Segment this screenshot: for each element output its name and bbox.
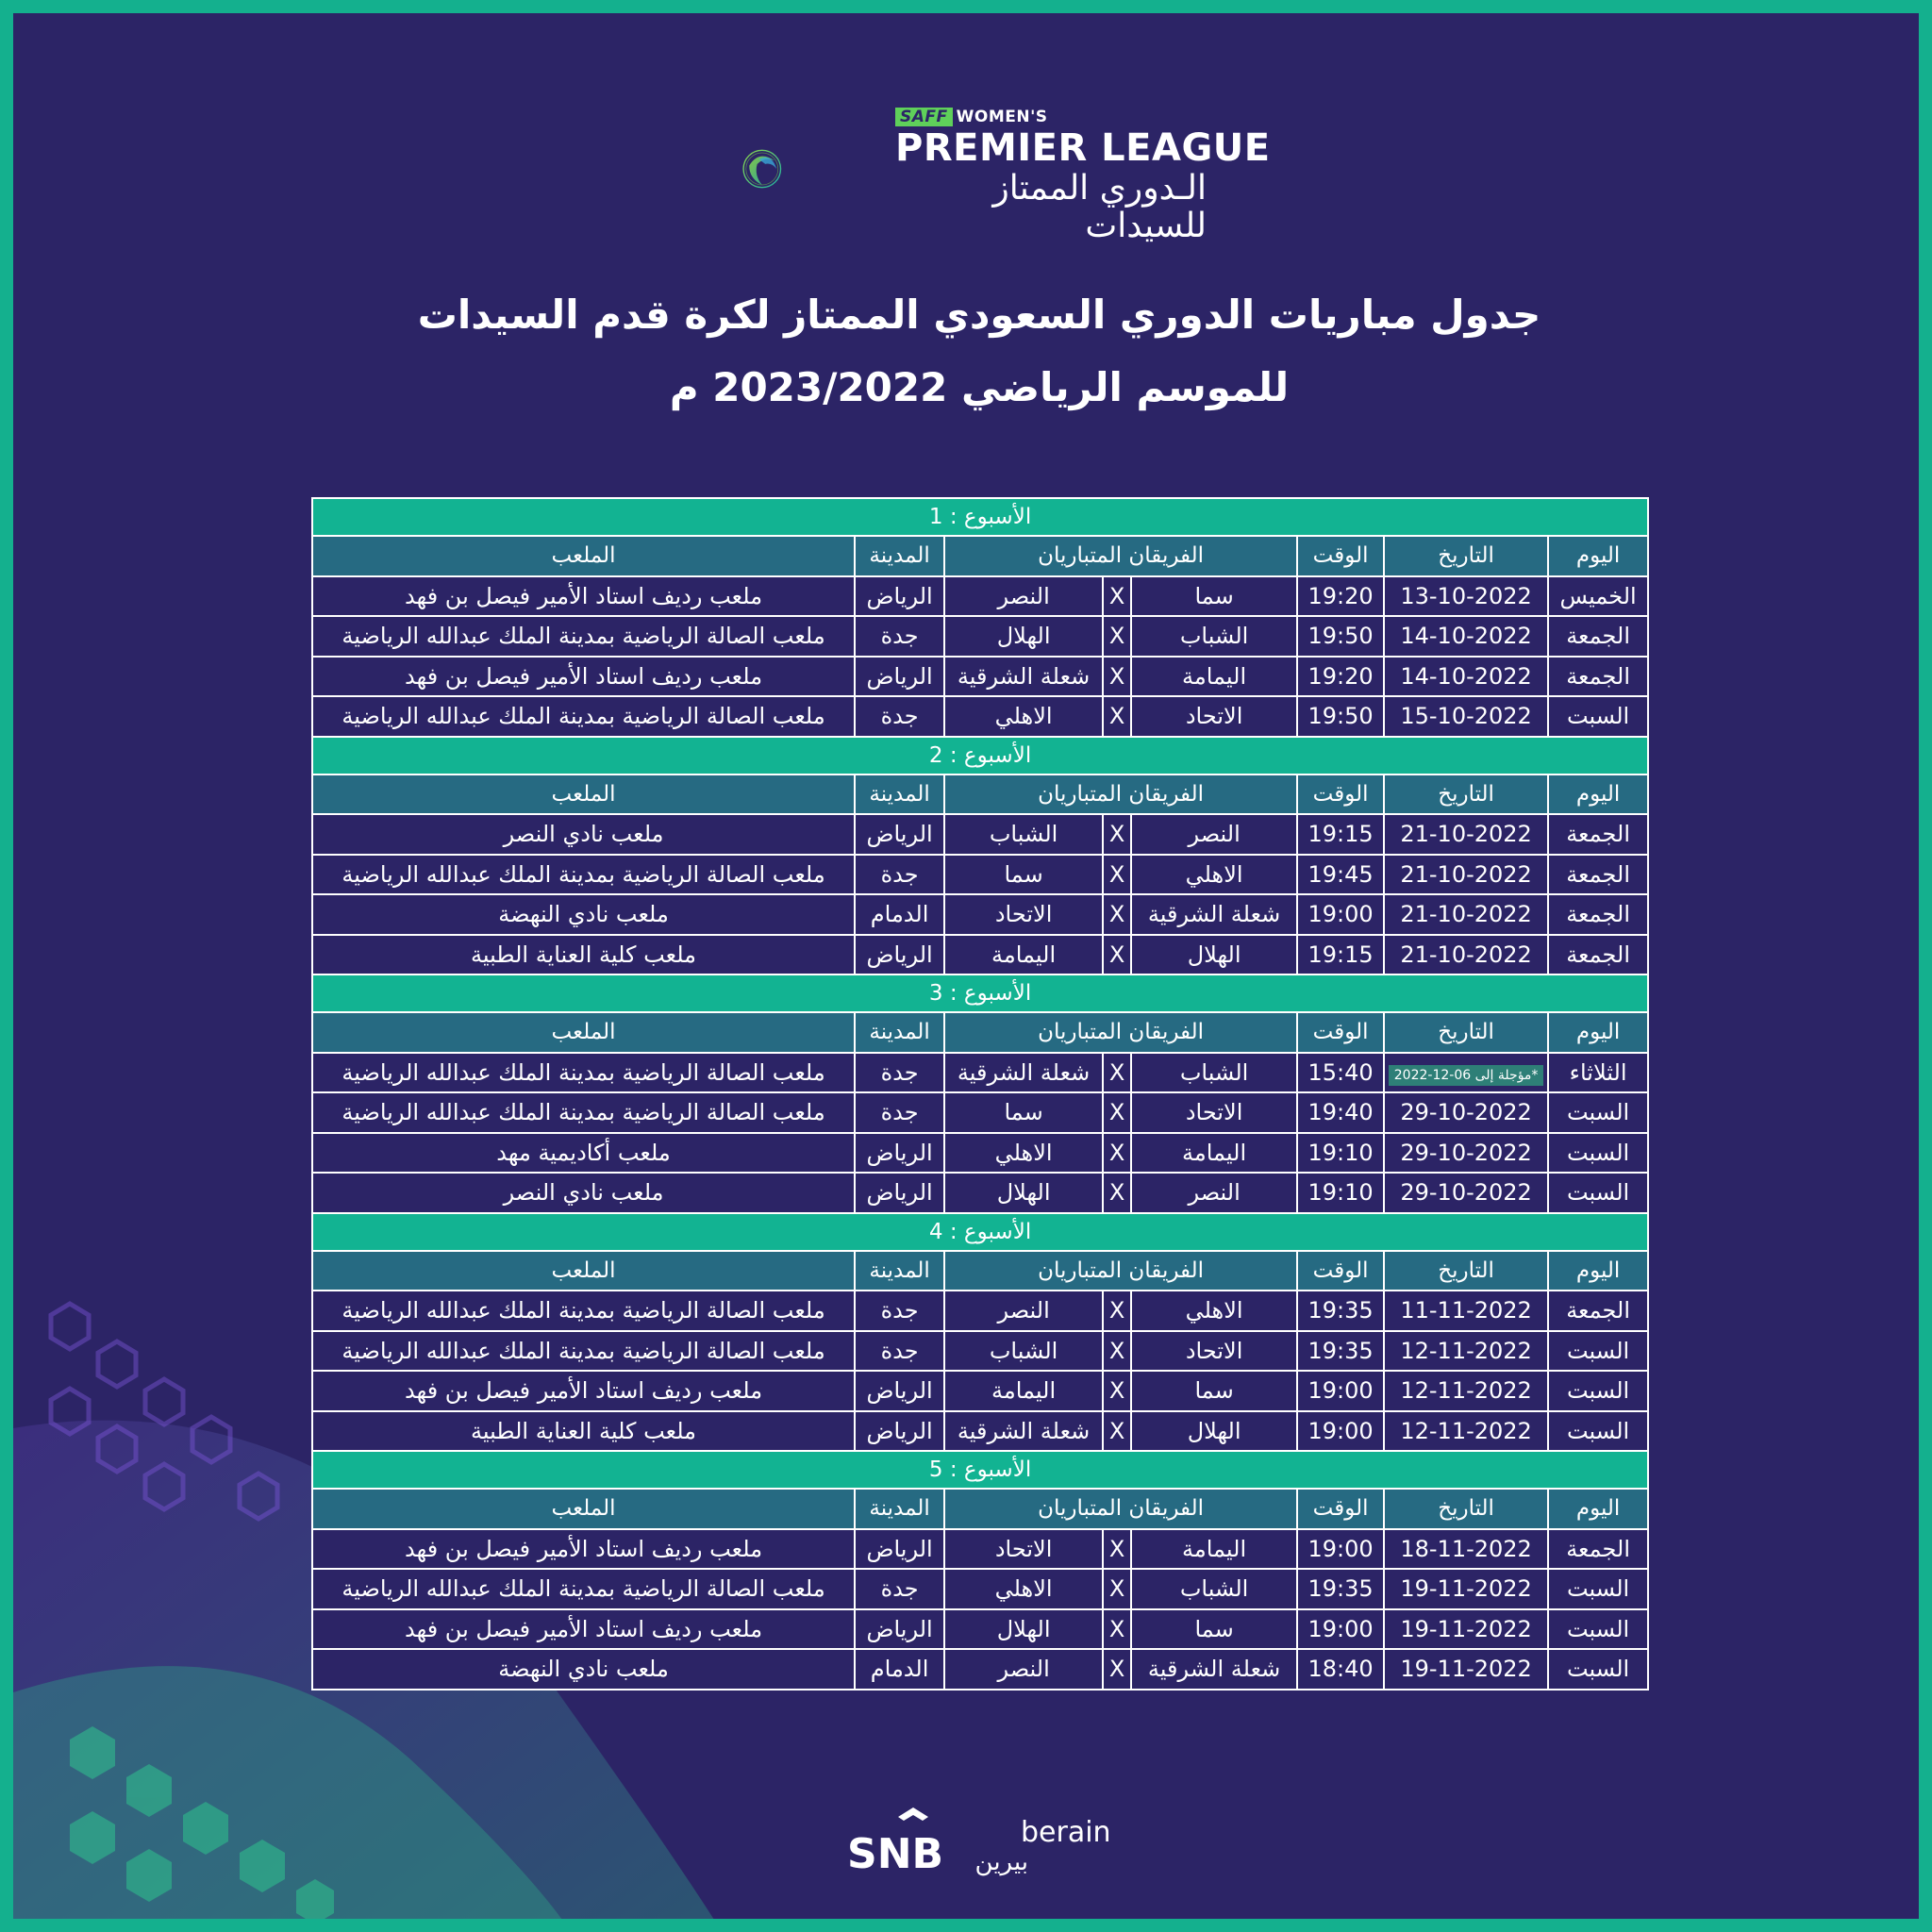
away-team: الهلال [944,1173,1103,1213]
brand-league-ar: الـدوري الممتاز للسيدات [992,169,1207,245]
header-city: المدينة [855,774,944,815]
header-day: اليوم [1548,1012,1648,1053]
header-city: المدينة [855,1489,944,1529]
match-time: 19:35 [1297,1331,1384,1372]
match-time: 18:40 [1297,1649,1384,1690]
match-date: 19-11-2022 [1384,1609,1548,1650]
away-team: الاهلي [944,1133,1103,1174]
match-stadium: ملعب رديف استاد الأمير فيصل بن فهد [312,1609,855,1650]
match-day: الجمعة [1548,814,1648,855]
week-label: الأسبوع : 3 [312,974,1648,1012]
header-teams: الفريقان المتباريان [944,1251,1297,1291]
match-day: السبت [1548,1092,1648,1133]
match-time: 19:15 [1297,935,1384,975]
match-stadium: ملعب الصالة الرياضية بمدينة الملك عبدالله الرياضية [312,1092,855,1133]
header-date: التاريخ [1384,1012,1548,1053]
week-header-row [312,974,1648,1012]
match-date: 29-10-2022 [1384,1133,1548,1174]
column-header-row [312,774,1648,815]
match-city: جدة [855,1569,944,1609]
home-team: الشباب [1131,1053,1297,1093]
away-team: الهلال [944,616,1103,657]
week-label: الأسبوع : 1 [312,498,1648,536]
versus-mark: X [1103,1331,1131,1372]
versus-mark: X [1103,1371,1131,1411]
match-day: السبت [1548,1173,1648,1213]
match-stadium: ملعب نادي النصر [312,814,855,855]
berain-logo-en: berain [1021,1816,1111,1849]
versus-mark: X [1103,1173,1131,1213]
match-time: 19:15 [1297,814,1384,855]
match-stadium: ملعب الصالة الرياضية بمدينة الملك عبدالله الرياضية [312,696,855,737]
versus-mark: X [1103,696,1131,737]
match-stadium: ملعب الصالة الرياضية بمدينة الملك عبدالله الرياضية [312,1053,855,1093]
match-time: 19:45 [1297,855,1384,895]
match-row [312,1649,1648,1690]
header-time: الوقت [1297,1012,1384,1053]
header-day: اليوم [1548,1489,1648,1529]
match-row [312,1411,1648,1452]
match-row [312,1092,1648,1133]
versus-mark: X [1103,855,1131,895]
away-team: شعلة الشرقية [944,657,1103,697]
match-city: جدة [855,1331,944,1372]
home-team: اليمامة [1131,1133,1297,1174]
match-row [312,1291,1648,1331]
match-row [312,1053,1648,1093]
home-team: شعلة الشرقية [1131,894,1297,935]
match-date: 14-10-2022 [1384,657,1548,697]
league-brand [895,108,1271,245]
away-team: النصر [944,576,1103,617]
home-team: الاتحاد [1131,696,1297,737]
match-row [312,1529,1648,1570]
versus-mark: X [1103,1649,1131,1690]
header-stadium: الملعب [312,774,855,815]
home-team: سما [1131,1609,1297,1650]
match-time: 19:50 [1297,616,1384,657]
match-date: 14-10-2022 [1384,616,1548,657]
match-stadium: ملعب نادي النهضة [312,1649,855,1690]
page-title: جدول مباريات الدوري السعودي الممتاز لكرة قدم السيدات [417,291,1541,338]
match-city: الرياض [855,1609,944,1650]
header-city: المدينة [855,536,944,576]
header-city: المدينة [855,1012,944,1053]
saff-tag: SAFF [895,108,953,126]
match-row [312,696,1648,737]
match-date: 12-11-2022 [1384,1331,1548,1372]
match-city: الرياض [855,576,944,617]
home-team: الهلال [1131,1411,1297,1452]
match-stadium: ملعب كلية العناية الطبية [312,1411,855,1452]
home-team: سما [1131,1371,1297,1411]
home-team: اليمامة [1131,657,1297,697]
match-day: السبت [1548,1331,1648,1372]
match-time: 19:50 [1297,696,1384,737]
match-date: 29-10-2022 [1384,1173,1548,1213]
away-team: الشباب [944,1331,1103,1372]
match-city: جدة [855,1291,944,1331]
match-row [312,1569,1648,1609]
match-city: الرياض [855,1371,944,1411]
week-header-row [312,1213,1648,1251]
home-team: الاتحاد [1131,1092,1297,1133]
versus-mark: X [1103,657,1131,697]
header-city: المدينة [855,1251,944,1291]
home-team: الاهلي [1131,1291,1297,1331]
match-city: جدة [855,616,944,657]
versus-mark: X [1103,1291,1131,1331]
match-city: الرياض [855,814,944,855]
versus-mark: X [1103,1053,1131,1093]
match-stadium: ملعب الصالة الرياضية بمدينة الملك عبدالله الرياضية [312,855,855,895]
match-day: السبت [1548,1133,1648,1174]
header-stadium: الملعب [312,536,855,576]
match-row [312,1609,1648,1650]
match-row [312,814,1648,855]
brand-saff-line [895,108,1271,126]
header-day: اليوم [1548,774,1648,815]
home-team: النصر [1131,814,1297,855]
home-team: شعلة الشرقية [1131,1649,1297,1690]
match-city: الرياض [855,935,944,975]
home-team: النصر [1131,1173,1297,1213]
match-date: 13-10-2022 [1384,576,1548,617]
header-date: التاريخ [1384,536,1548,576]
match-row [312,935,1648,975]
match-time: 19:40 [1297,1092,1384,1133]
away-team: الاتحاد [944,894,1103,935]
match-city: الدمام [855,894,944,935]
league-logo [740,103,900,235]
match-row [312,1371,1648,1411]
header-stadium: الملعب [312,1012,855,1053]
match-day: الجمعة [1548,935,1648,975]
match-city: جدة [855,855,944,895]
match-time: 19:10 [1297,1173,1384,1213]
week-label: الأسبوع : 4 [312,1213,1648,1251]
home-team: اليمامة [1131,1529,1297,1570]
week-header-row [312,498,1648,536]
versus-mark: X [1103,1092,1131,1133]
match-day: الجمعة [1548,855,1648,895]
header-teams: الفريقان المتباريان [944,536,1297,576]
home-team: الشباب [1131,1569,1297,1609]
match-day: السبت [1548,1411,1648,1452]
week-label: الأسبوع : 5 [312,1451,1648,1489]
match-stadium: ملعب رديف استاد الأمير فيصل بن فهد [312,1371,855,1411]
match-time: 19:00 [1297,1529,1384,1570]
away-team: الاهلي [944,1569,1103,1609]
match-day: السبت [1548,1609,1648,1650]
header-time: الوقت [1297,536,1384,576]
away-team: الاهلي [944,696,1103,737]
match-stadium: ملعب الصالة الرياضية بمدينة الملك عبدالله الرياضية [312,1569,855,1609]
home-team: الهلال [1131,935,1297,975]
snb-mark-icon [898,1807,928,1821]
away-team: سما [944,855,1103,895]
header-teams: الفريقان المتباريان [944,774,1297,815]
match-date-postponed [1384,1053,1548,1093]
away-team: النصر [944,1291,1103,1331]
match-city: الرياض [855,1133,944,1174]
page-subtitle: للموسم الرياضي 2023/2022 م [669,364,1290,410]
away-team: الاتحاد [944,1529,1103,1570]
match-date: 15-10-2022 [1384,696,1548,737]
match-date: 11-11-2022 [1384,1291,1548,1331]
match-day: السبت [1548,1371,1648,1411]
away-team: اليمامة [944,935,1103,975]
match-time: 19:00 [1297,1371,1384,1411]
match-date: 29-10-2022 [1384,1092,1548,1133]
match-date: 21-10-2022 [1384,814,1548,855]
match-day: السبت [1548,696,1648,737]
column-header-row [312,1489,1648,1529]
home-team: الشباب [1131,616,1297,657]
header-date: التاريخ [1384,774,1548,815]
versus-mark: X [1103,894,1131,935]
match-city: الرياض [855,1411,944,1452]
away-team: الشباب [944,814,1103,855]
away-team: الهلال [944,1609,1103,1650]
match-time: 19:35 [1297,1569,1384,1609]
match-stadium: ملعب نادي النصر [312,1173,855,1213]
versus-mark: X [1103,935,1131,975]
match-city: الرياض [855,657,944,697]
header-stadium: الملعب [312,1251,855,1291]
week-header-row [312,1451,1648,1489]
home-team: الاتحاد [1131,1331,1297,1372]
versus-mark: X [1103,1411,1131,1452]
match-day: الجمعة [1548,1291,1648,1331]
header-date: التاريخ [1384,1489,1548,1529]
postponed-badge: *مؤجلة إلى 06-12-2022 [1389,1065,1544,1086]
match-day: الجمعة [1548,616,1648,657]
match-date: 18-11-2022 [1384,1529,1548,1570]
match-stadium: ملعب الصالة الرياضية بمدينة الملك عبدالله الرياضية [312,1331,855,1372]
header-time: الوقت [1297,1251,1384,1291]
away-team: اليمامة [944,1371,1103,1411]
match-row [312,894,1648,935]
match-stadium: ملعب رديف استاد الأمير فيصل بن فهد [312,576,855,617]
column-header-row [312,1012,1648,1053]
versus-mark: X [1103,1529,1131,1570]
header-teams: الفريقان المتباريان [944,1012,1297,1053]
header-date: التاريخ [1384,1251,1548,1291]
match-row [312,1133,1648,1174]
match-row [312,855,1648,895]
match-time: 19:35 [1297,1291,1384,1331]
header-day: اليوم [1548,1251,1648,1291]
match-row [312,657,1648,697]
match-time: 19:00 [1297,1609,1384,1650]
header-day: اليوم [1548,536,1648,576]
snb-logo: SNB [847,1830,944,1878]
match-date: 21-10-2022 [1384,855,1548,895]
match-time: 15:40 [1297,1053,1384,1093]
match-row [312,616,1648,657]
match-day: الجمعة [1548,894,1648,935]
week-header-row [312,737,1648,774]
berain-logo-ar: بيرين [974,1848,1028,1876]
match-stadium: ملعب أكاديمية مهد [312,1133,855,1174]
away-team: شعلة الشرقية [944,1411,1103,1452]
versus-mark: X [1103,1133,1131,1174]
versus-mark: X [1103,814,1131,855]
column-header-row [312,536,1648,576]
match-time: 19:10 [1297,1133,1384,1174]
match-city: الرياض [855,1529,944,1570]
home-team: الاهلي [1131,855,1297,895]
sponsor-logos [843,1806,1126,1881]
versus-mark: X [1103,616,1131,657]
match-stadium: ملعب كلية العناية الطبية [312,935,855,975]
match-time: 19:20 [1297,657,1384,697]
match-date: 19-11-2022 [1384,1569,1548,1609]
match-row [312,1173,1648,1213]
match-stadium: ملعب رديف استاد الأمير فيصل بن فهد [312,657,855,697]
match-date: 12-11-2022 [1384,1411,1548,1452]
versus-mark: X [1103,1609,1131,1650]
week-label: الأسبوع : 2 [312,737,1648,774]
match-stadium: ملعب نادي النهضة [312,894,855,935]
versus-mark: X [1103,576,1131,617]
match-date: 12-11-2022 [1384,1371,1548,1411]
home-team: سما [1131,576,1297,617]
match-date: 19-11-2022 [1384,1649,1548,1690]
away-team: شعلة الشرقية [944,1053,1103,1093]
match-day: الجمعة [1548,657,1648,697]
header-teams: الفريقان المتباريان [944,1489,1297,1529]
versus-mark: X [1103,1569,1131,1609]
match-city: جدة [855,1092,944,1133]
match-time: 19:00 [1297,894,1384,935]
match-row [312,576,1648,617]
away-team: النصر [944,1649,1103,1690]
match-stadium: ملعب الصالة الرياضية بمدينة الملك عبدالله الرياضية [312,1291,855,1331]
match-time: 19:20 [1297,576,1384,617]
brand-league-en: PREMIER LEAGUE [895,126,1271,170]
match-stadium: ملعب الصالة الرياضية بمدينة الملك عبدالله الرياضية [312,616,855,657]
match-row [312,1331,1648,1372]
match-date: 21-10-2022 [1384,894,1548,935]
schedule-table [311,497,1649,1690]
match-day: الجمعة [1548,1529,1648,1570]
match-city: الدمام [855,1649,944,1690]
match-time: 19:00 [1297,1411,1384,1452]
match-city: جدة [855,1053,944,1093]
match-day: السبت [1548,1569,1648,1609]
match-day: الثلاثاء [1548,1053,1648,1093]
match-city: جدة [855,696,944,737]
match-date: 21-10-2022 [1384,935,1548,975]
away-team: سما [944,1092,1103,1133]
match-day: السبت [1548,1649,1648,1690]
match-stadium: ملعب رديف استاد الأمير فيصل بن فهد [312,1529,855,1570]
column-header-row [312,1251,1648,1291]
brand-womens: WOMEN'S [956,108,1048,126]
match-day: الخميس [1548,576,1648,617]
match-city: الرياض [855,1173,944,1213]
header-stadium: الملعب [312,1489,855,1529]
header-time: الوقت [1297,1489,1384,1529]
header-time: الوقت [1297,774,1384,815]
